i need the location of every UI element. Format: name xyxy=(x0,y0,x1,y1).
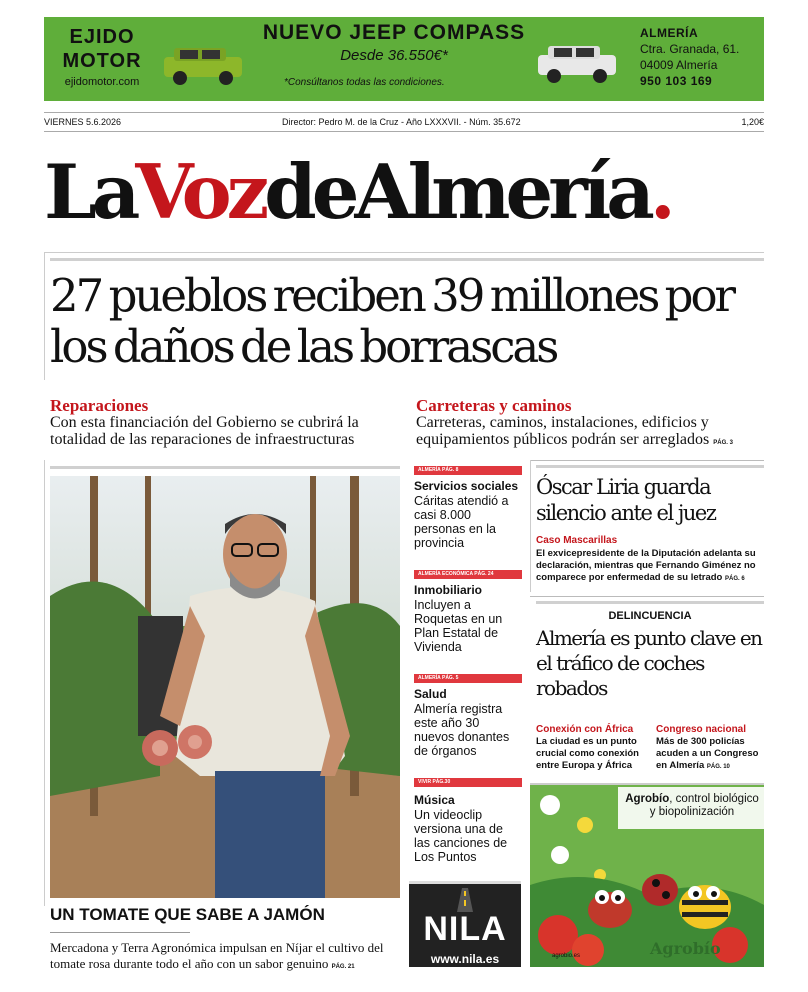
masthead-logo[interactable] xyxy=(44,148,768,236)
photo-caption-text: Mercadona y Terra Agronómica impulsan en Níjar el cultivo del tomate rosa durante todo el año con un sabor genuino xyxy=(50,940,384,971)
agrobio-logo: Agrobío xyxy=(650,939,721,958)
divider xyxy=(50,932,190,933)
sub-story-right[interactable] xyxy=(416,397,764,452)
ad-nila[interactable] xyxy=(409,881,521,967)
ad-brand-url: ejidomotor.com xyxy=(64,76,140,88)
photo-caption-page: PÁG. 21 xyxy=(331,964,355,970)
ad-title: NUEVO JEEP COMPASS xyxy=(262,21,526,44)
photo-caption xyxy=(50,940,390,975)
col2-kicker: Congreso nacional xyxy=(656,724,747,735)
ad-address-1: Ctra. Granada, 61. xyxy=(640,42,740,56)
nila-url: www.nila.es xyxy=(430,952,500,966)
divider xyxy=(50,466,400,469)
section-tag: ALMERÍA PÁG. 8 xyxy=(414,466,522,475)
col2-text-body: Más de 300 policías acuden a un Congreso en Almería xyxy=(656,736,759,771)
ad-banner-jeep[interactable] xyxy=(44,17,764,101)
brief-heading[interactable]: Música xyxy=(414,793,455,807)
divider xyxy=(530,460,764,461)
col1-kicker: Conexión con África xyxy=(536,724,634,735)
photo-illustration xyxy=(50,476,400,898)
masthead-part-de: de xyxy=(264,148,355,236)
divider xyxy=(44,252,764,253)
ad-agrobio[interactable] xyxy=(530,783,764,967)
edition-date: VIERNES 5.6.2026 xyxy=(44,117,122,127)
masthead-part-la: La xyxy=(44,148,136,236)
sub-left-text: Con esta financiación del Gobierno se cubrirá la totalidad de las reparaciones de infraestructuras xyxy=(50,414,359,448)
photo-man-with-tomatoes[interactable] xyxy=(50,476,400,898)
section-tag: VIVIR PÁG.30 xyxy=(414,778,522,787)
ad-brand-line2: MOTOR xyxy=(62,50,142,72)
col2-text xyxy=(656,736,764,773)
brief-text: Almería registra este año 30 nuevos donantes de órganos xyxy=(414,702,510,758)
liria-text-body: El exvicepresidente de la Diputación adelanta su declaración, mientras que Fernando Giménez no comparece por enfermedad de su letrado xyxy=(536,548,756,583)
ad-brand-line1: EJIDO xyxy=(69,26,135,48)
sub-left-kicker: Reparaciones xyxy=(50,396,149,415)
agrobio-title-brand: Agrobío xyxy=(625,793,670,805)
col2-page: PÁG. 10 xyxy=(706,764,730,770)
main-headline[interactable]: 27 pueblos reciben 39 millones por los daños de las borrascas xyxy=(50,269,734,373)
agrobio-title xyxy=(622,793,762,819)
sub-right-text: Carreteras, caminos, instalaciones, edificios y equipamientos públicos podrán ser arreglados xyxy=(416,414,710,448)
nila-logo: NILA xyxy=(423,910,507,948)
sub-right-page: PÁG. 3 xyxy=(713,440,733,446)
liria-headline[interactable]: Óscar Liria guarda silencio ante el juez xyxy=(536,475,716,525)
brief-text: Cáritas atendió a casi 8.000 personas en la provincia xyxy=(414,494,509,550)
agrobio-title-rest: , control biológico y biopolinización xyxy=(649,793,759,818)
ad-dealer-brand xyxy=(56,25,148,89)
ad-price: Desde 36.550€* xyxy=(340,47,448,64)
sub-right-kicker: Carreteras y caminos xyxy=(416,396,572,415)
liria-text xyxy=(536,548,764,585)
brief-text: Incluyen a Roquetas en un Plan Estatal de Vivienda xyxy=(414,598,503,654)
divider xyxy=(50,258,764,261)
liria-page: PÁG. 6 xyxy=(725,576,745,582)
divider xyxy=(530,596,764,597)
delin-kicker: DELINCUENCIA xyxy=(608,610,692,622)
sub-story-left[interactable] xyxy=(50,397,400,448)
liria-kicker: Caso Mascarillas xyxy=(536,535,618,546)
brief-heading[interactable]: Servicios sociales xyxy=(414,479,519,493)
brief-heading[interactable]: Salud xyxy=(414,687,447,701)
section-tag: ALMERÍA ECONÓMICA PÁG. 24 xyxy=(414,570,522,579)
road-icon xyxy=(455,888,475,912)
ad-address-block xyxy=(640,25,760,89)
section-tag: ALMERÍA PÁG. 5 xyxy=(414,674,522,683)
photo-headline[interactable]: UN TOMATE QUE SABE A JAMÓN xyxy=(50,905,325,924)
col1-text: La ciudad es un punto crucial como conexión entre Europa y África xyxy=(536,736,639,771)
ad-city: ALMERÍA xyxy=(640,26,699,40)
masthead-part-almeria: Almería xyxy=(354,148,650,236)
divider xyxy=(44,252,45,380)
divider xyxy=(530,460,531,592)
divider xyxy=(536,601,764,604)
delin-headline[interactable]: Almería es punto clave en el tráfico de coches robados xyxy=(536,626,762,700)
car-green-icon xyxy=(160,43,246,87)
edition-meta-line xyxy=(44,112,764,132)
ad-note: *Consúltanos todas las condiciones. xyxy=(284,77,445,88)
brief-text: Un videoclip versiona una de las canciones de Los Puntos xyxy=(414,808,508,864)
masthead-dot: . xyxy=(649,148,671,236)
ad-address-2: 04009 Almería xyxy=(640,58,718,72)
edition-director: Director: Pedro M. de la Cruz - Año LXXXVII. - Núm. 35.672 xyxy=(282,117,521,127)
edition-price: 1,20€ xyxy=(741,117,764,127)
car-white-icon xyxy=(534,41,620,85)
masthead-part-voz: Voz xyxy=(135,148,265,236)
ad-phone: 950 103 169 xyxy=(640,74,713,88)
divider xyxy=(536,465,764,468)
agrobio-url: agrobio.es xyxy=(552,953,581,959)
brief-heading[interactable]: Inmobiliario xyxy=(414,583,483,597)
